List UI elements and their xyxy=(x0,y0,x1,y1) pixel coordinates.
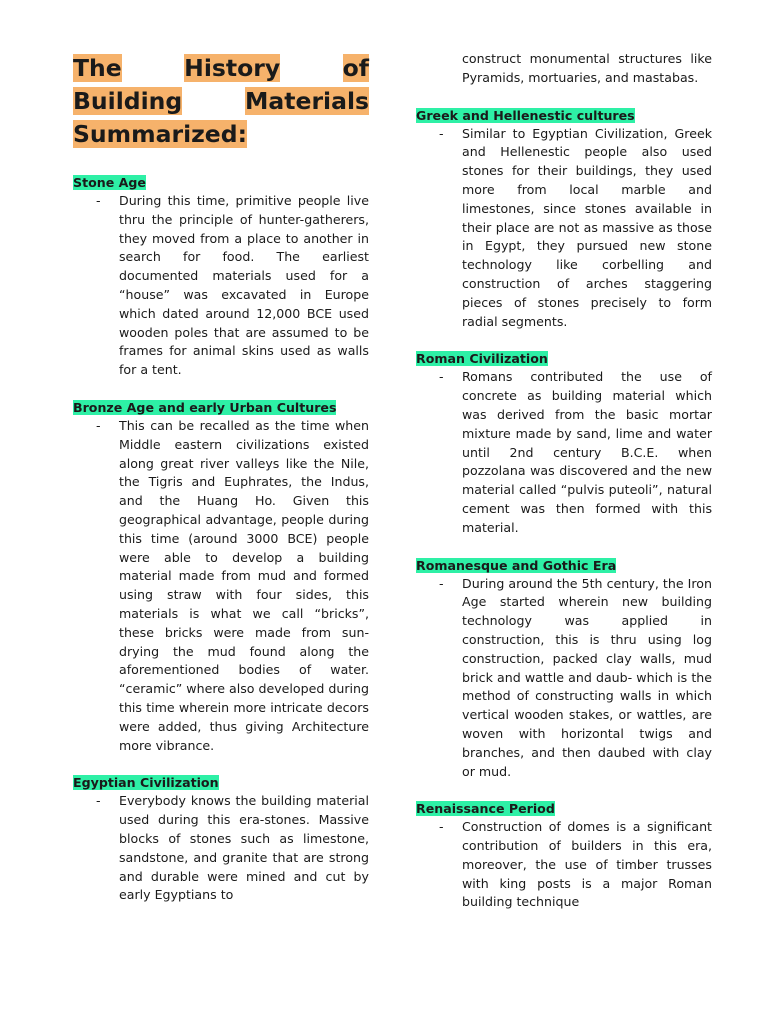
section-heading: Egyptian Civilization xyxy=(73,775,219,791)
title-word: Summarized: xyxy=(73,120,247,148)
section-greek xyxy=(416,107,712,332)
left-column xyxy=(73,0,369,905)
section-heading: Stone Age xyxy=(73,175,146,190)
section-heading: Romanesque and Gothic Era xyxy=(416,557,617,573)
section-text: Everybody knows the building material used during this era-stones. Massive blocks of stones such as limestone, sandstone, and granite that are strong and durable were mined and cut by early Egyptians to xyxy=(119,793,369,903)
title-word: The xyxy=(73,54,122,82)
section-bronze-age xyxy=(73,399,369,755)
list-item xyxy=(73,792,369,905)
section-romanesque-gothic xyxy=(416,557,712,782)
dash-bullet: - xyxy=(439,369,444,385)
list-item xyxy=(416,818,712,912)
dash-bullet: - xyxy=(96,793,101,809)
right-column xyxy=(416,0,712,912)
section-heading: Greek and Hellenestic cultures xyxy=(416,107,635,123)
section-text: During around the 5th century, the Iron Age started wherein new building technology was applied in construction, this is thru using log construction, packed clay walls, mud brick and wattle and daub- which is the method of constructing walls in which vertical wooden stakes, or wattles, are woven with horizontal twigs and branches, and then daubed with clay or mud. xyxy=(462,575,712,779)
section-text: Construction of domes is a significant contribution of builders in this era, moreover, the use of timber trusses with king posts is a major Roman building technique xyxy=(462,819,712,910)
title-word: History xyxy=(184,54,281,82)
page-title xyxy=(73,52,369,118)
dash-bullet: - xyxy=(96,417,101,433)
section-text: This can be recalled as the time when Middle eastern civilizations existed along great river valleys like the Nile, the Tigris and Euphrates, the Indus, and the Huang Ho. Given this geographical advantage, people during this time (around 3000 BCE) people were able to develop a building material made from mud and formed using straw with four sides, this materials is what we call “bricks”, these bricks were made from sun-drying the mud found along the aforementioned bodies of water. “ceramic” where also developed during this time wherein more intricate decors were added, thus giving Architecture more vibrance. xyxy=(119,417,369,753)
continued-text xyxy=(416,50,712,88)
page-title-last-line xyxy=(73,118,369,151)
section-heading: Renaissance Period xyxy=(416,801,555,817)
dash-bullet: - xyxy=(439,125,444,141)
dash-bullet: - xyxy=(439,575,444,591)
list-item xyxy=(416,575,712,782)
section-stone-age xyxy=(73,174,369,380)
section-text: During this time, primitive people live thru the principle of hunter-gatherers, they moved from a place to another in search for food. The earliest documented materials used for a “house” was excavated in Europe which dated around 12,000 BCE used wooden poles that are assumed to be frames for animal skins used as walls for a tent. xyxy=(119,193,369,378)
list-item xyxy=(73,417,369,755)
section-text: Romans contributed the use of concrete as building material which was derived from the basic mortar mixture made by sand, lime and water until 2nd century B.C.E. when pozzolana was discovered and the new material called “pulvis puteoli”, natural cement was then formed with this material. xyxy=(462,369,712,535)
title-word: of xyxy=(342,54,370,82)
title-word: Materials xyxy=(245,87,369,115)
list-item xyxy=(416,125,712,332)
section-renaissance xyxy=(416,800,712,912)
dash-bullet: - xyxy=(439,819,444,835)
section-roman xyxy=(416,350,712,537)
section-text: construct monumental structures like Pyramids, mortuaries, and mastabas. xyxy=(462,51,712,85)
title-word: Building xyxy=(73,87,183,115)
section-egyptian xyxy=(73,774,369,905)
section-heading: Roman Civilization xyxy=(416,351,548,367)
section-heading: Bronze Age and early Urban Cultures xyxy=(73,399,337,415)
section-text: Similar to Egyptian Civilization, Greek and Hellenestic people also used stones for their buildings, they used more from local marble and limestones, since stones available in their place are not as massive as those in Egypt, they pursued new stone technology like corbelling and construction of arches staggering pieces of stones precisely to form radial segments. xyxy=(462,125,712,329)
list-item xyxy=(73,192,369,380)
list-item xyxy=(416,368,712,537)
dash-bullet: - xyxy=(96,193,101,208)
